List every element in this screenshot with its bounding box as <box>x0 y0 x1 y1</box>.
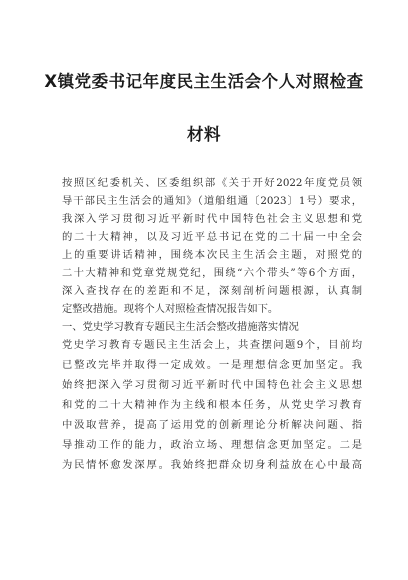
paragraph-2-line: 为民情怀愈发深厚。我始终把群众切身利益放在心中最高 <box>62 459 362 471</box>
paragraph-1-line: 的二十大精神，以及习近平总书记在党的二十届一中全会 <box>62 231 362 243</box>
document-title-line-1: X镇党委书记年度民主生活会个人对照检查 <box>44 72 364 91</box>
paragraph-1-line: 我深入学习贯彻习近平新时代中国特色社会主义思想和党 <box>62 213 362 225</box>
paragraph-2-line: 导推动工作的能力，政治立场、理想信念更加坚定。二是 <box>62 439 362 451</box>
paragraph-1-line: 深入查找存在的差距和不足，深刻剖析问题根源，认真制 <box>62 285 362 297</box>
section-1-heading: 一、党史学习教育专题民主生活会整改措施落实情况 <box>62 321 299 333</box>
paragraph-2-line: 已整改完毕并取得一定成效。一是理想信念更加坚定。我 <box>62 359 362 371</box>
document-title-line-2: 材料 <box>187 125 221 144</box>
paragraph-2-line: 中汲取营养，提高了运用党的创新理论分析解决问题、指 <box>62 419 362 431</box>
paragraph-1-line: 上的重要讲话精神，围绕本次民主生活会主题，对照党的 <box>62 249 362 261</box>
paragraph-1-line: 按照区纪委机关、区委组织部《关于开好2022年度党员领 <box>62 177 362 189</box>
paragraph-2-line: 党史学习教育专题民主生活会上，共查摆问题9个，目前均 <box>62 339 362 351</box>
paragraph-1-line: 定整改措施。现将个人对照检查情况报告如下。 <box>62 303 279 315</box>
paragraph-1-line: 二十大精神和党章党规党纪，围绕“六个带头”等6个方面， <box>62 267 362 279</box>
paragraph-1-line: 导干部民主生活会的通知》（道船组通〔2023〕1号）要求， <box>62 195 362 207</box>
paragraph-2-line: 始终把深入学习贯彻习近平新时代中国特色社会主义思想 <box>62 379 362 391</box>
paragraph-2-line: 和党的二十大精神作为主线和根本任务，从党史学习教育 <box>62 399 362 411</box>
